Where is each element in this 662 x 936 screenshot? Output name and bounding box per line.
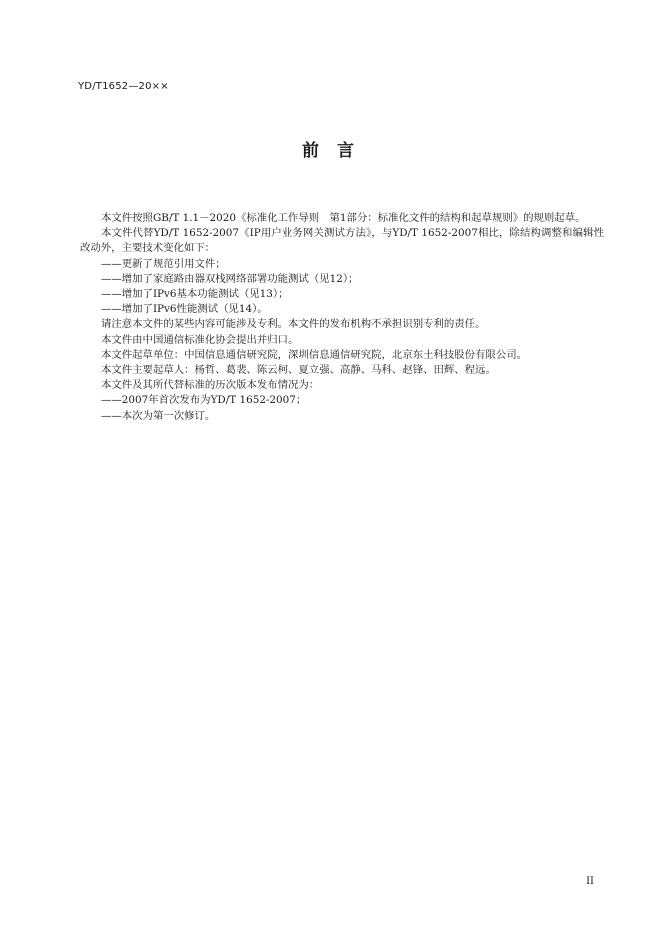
paragraph-replacement: 本文件代替YD/T 1652-2007《IP用户业务网关测试方法》，与YD/T 1652-2007相比，除结构调整和编辑性改动外，主要技术变化如下：: [80, 227, 604, 255]
list-item: ——本次为第一次修订。: [101, 409, 216, 422]
paragraph-patent-notice: 请注意本文件的某些内容可能涉及专利。本文件的发布机构不承担识别专利的责任。: [101, 318, 486, 331]
page-title: 前 言: [302, 141, 360, 161]
preface-body: [80, 211, 604, 424]
list-item: ——增加了IPv6性能测试（见14）。: [101, 303, 268, 316]
page-number: II: [586, 876, 594, 887]
paragraph-proposer: 本文件由中国通信标准化协会提出并归口。: [101, 333, 299, 346]
paragraph-history-intro: 本文件及其所代替标准的历次版本发布情况为：: [101, 379, 320, 392]
paragraph-drafters: 本文件主要起草人：杨哲、葛裴、陈云柯、夏立强、高静、马科、赵锋、田辉、程远。: [101, 364, 496, 377]
list-item: ——增加了家庭路由器双栈网络部署功能测试（见12）；: [101, 272, 359, 285]
list-item: ——2007年首次发布为YD/T 1652-2007；: [101, 394, 307, 407]
paragraph-drafting-units: 本文件起草单位：中国信息通信研究院，深圳信息通信研究院，北京东土科技股份有限公司。: [101, 348, 528, 361]
paragraph-standard-basis: 本文件按照GB/T 1.1－2020《标准化工作导则 第1部分：标准化文件的结构和起草规则》的规则起草。: [101, 212, 586, 224]
list-item: ——更新了规范引用文件；: [101, 257, 226, 270]
list-item: ——增加了IPv6基本功能测试（见13）；: [101, 288, 289, 301]
document-code: YD/T1652—20××: [78, 81, 169, 92]
